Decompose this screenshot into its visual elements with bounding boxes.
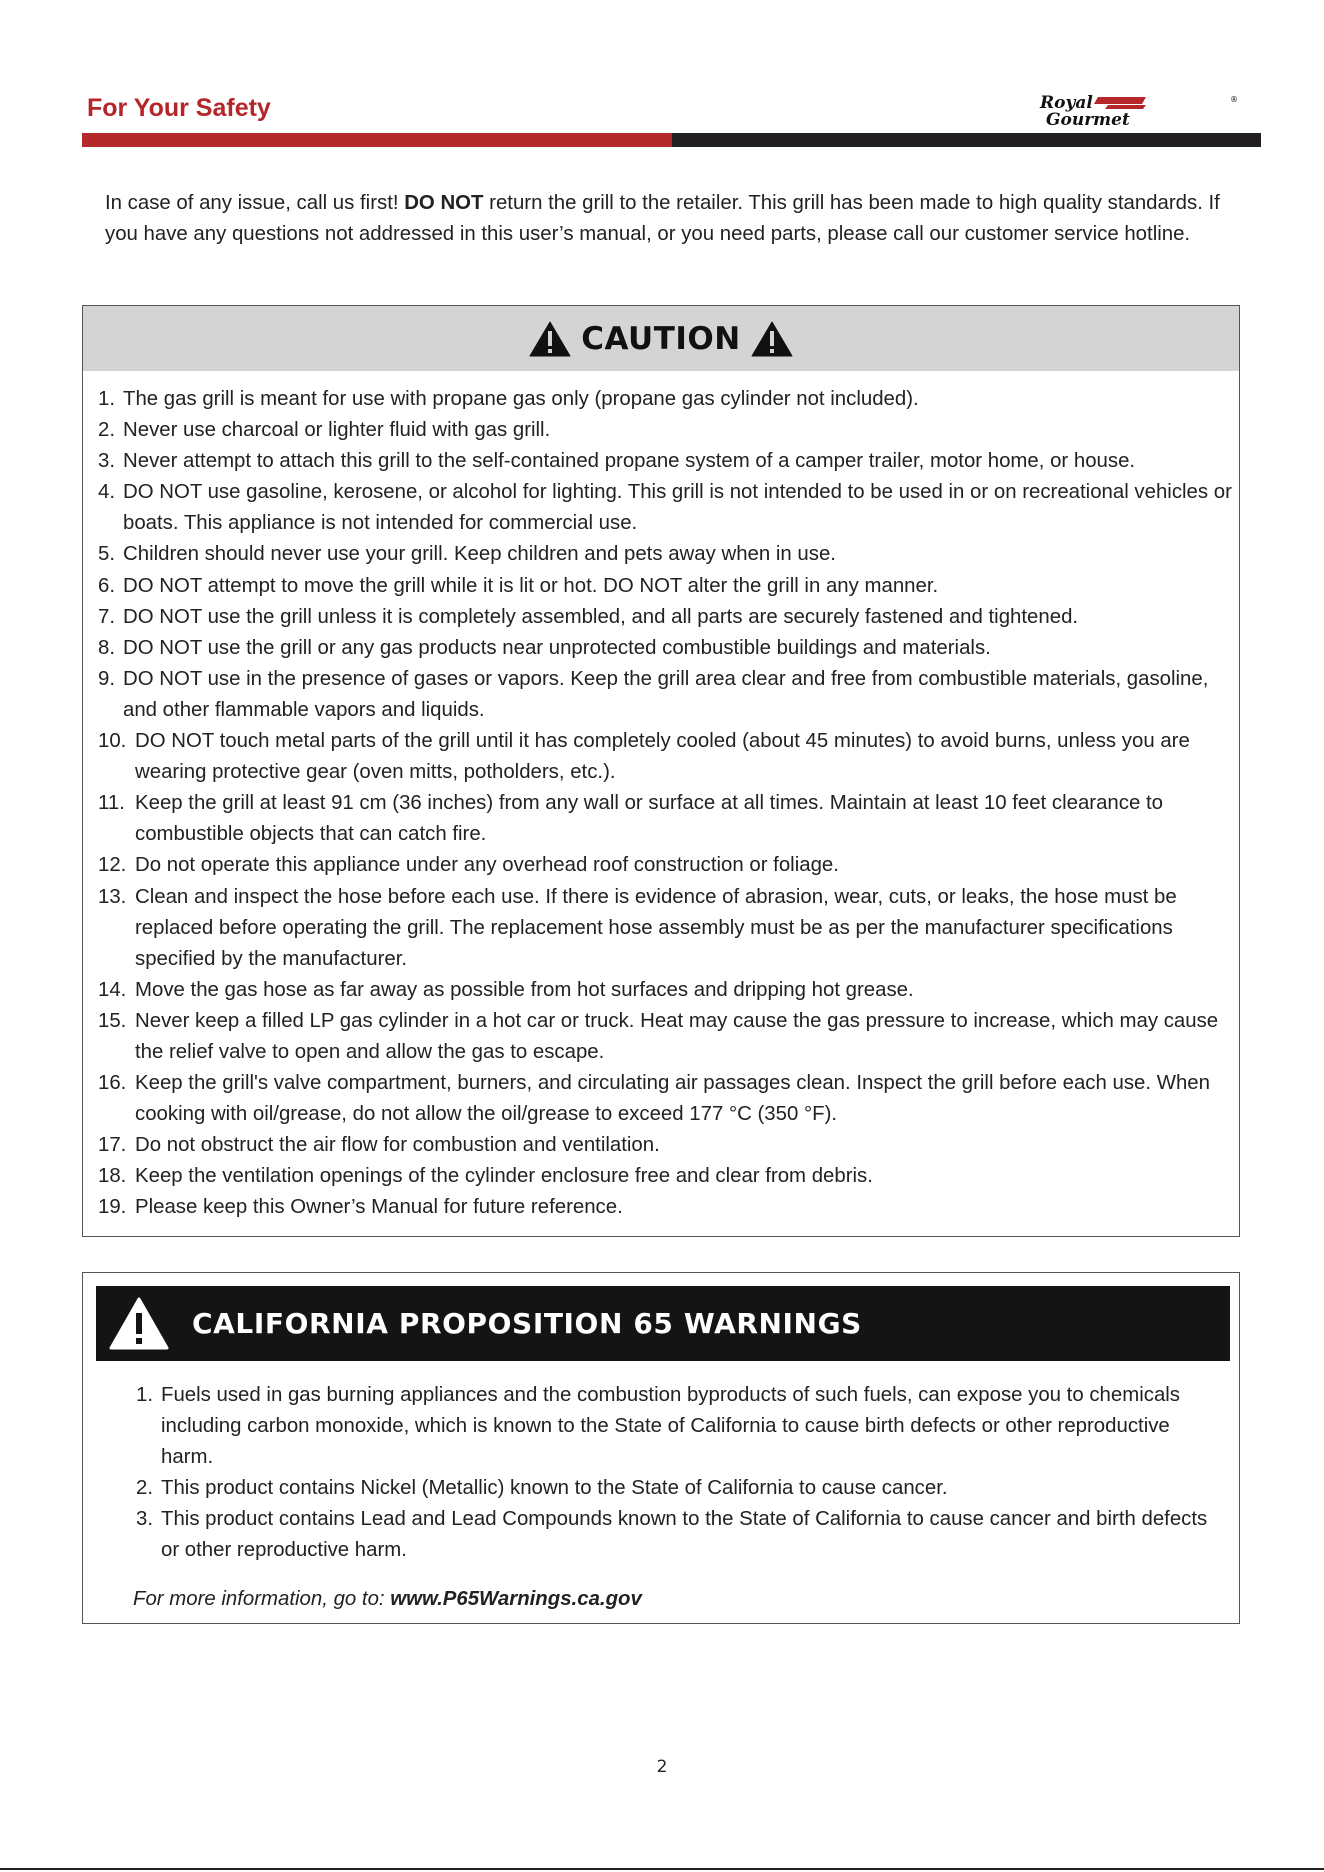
caution-item: 17. Do not obstruct the air flow for combustion and ventilation. (98, 1134, 660, 1157)
caution-list (98, 384, 1238, 1224)
caution-item: 5. Children should never use your grill. Keep children and pets away when in use. (98, 543, 836, 566)
svg-text:®: ® (1230, 95, 1238, 104)
more-info-label: For more information, go to: (133, 1588, 391, 1610)
caution-item: 3. Never attempt to attach this grill to the self-contained propane system of a camper trailer, motor home, or house. (98, 450, 1136, 473)
caution-item: 1. The gas grill is meant for use with propane gas only (propane gas cylinder not included). (98, 388, 919, 410)
page-section-title: For Your Safety (87, 94, 271, 122)
svg-text:Royal: Royal (1040, 93, 1093, 113)
caution-item: 15. Never keep a filled LP gas cylinder in a hot car or truck. Heat may cause the gas pressure to increase, which may cause the relief valve to open and allow the gas to escape. (98, 1009, 1219, 1063)
page-number: 2 (656, 1757, 668, 1777)
header-rule-dark (672, 133, 1261, 147)
more-info-line (133, 1584, 642, 1614)
prop65-item: 3. This product contains Lead and Lead Compounds known to the State of California to cause cancer and birth defects or other reproductive harm. (136, 1508, 1208, 1562)
caution-item: 14. Move the gas hose as far away as possible from hot surfaces and dripping hot grease. (98, 978, 914, 1001)
caution-item: 12. Do not operate this appliance under any overhead roof construction or foliage. (98, 854, 839, 877)
caution-item: 10. DO NOT touch metal parts of the grill until it has completely cooled (about 45 minutes) to avoid burns, unless you are wearing protective gear (oven mitts, potholders, etc.). (98, 730, 1190, 784)
caution-item: 2. Never use charcoal or lighter fluid with gas grill. (98, 419, 551, 442)
caution-box (82, 305, 1240, 1237)
caution-title: CAUTION (581, 320, 741, 357)
prop65-list (136, 1380, 1216, 1567)
prop65-box (82, 1272, 1240, 1624)
caution-item: 16. Keep the grill's valve compartment, burners, and circulating air passages clean. Inspect the grill before each use. When cooking with oil/grease, do not allow the oil/grease to exceed 177 °C (350 °F). (98, 1072, 1210, 1126)
prop65-item: 1. Fuels used in gas burning appliances and the combustion byproducts of such fuels, can expose you to chemicals including carbon monoxide, which is known to the State of California to cause birth defects or other reproductive harm. (136, 1384, 1181, 1469)
prop65-item: 2. This product contains Nickel (Metallic) known to the State of California to cause cancer. (136, 1477, 948, 1500)
prop65-title: CALIFORNIA PROPOSITION 65 WARNINGS (192, 1307, 862, 1340)
caution-item: 7. DO NOT use the grill unless it is completely assembled, and all parts are securely fastened and tightened. (98, 605, 1079, 628)
svg-text:Gourmet: Gourmet (1046, 110, 1130, 128)
caution-item: 6. DO NOT attempt to move the grill while it is lit or hot. DO NOT alter the grill in any manner. (98, 574, 939, 597)
warning-triangle-icon (529, 321, 571, 357)
caution-item: 18. Keep the ventilation openings of the cylinder enclosure free and clear from debris. (98, 1165, 873, 1188)
warning-triangle-icon (751, 321, 793, 357)
caution-item: 13. Clean and inspect the hose before each use. If there is evidence of abrasion, wear, cuts, or leaks, the hose must be replaced before operating the grill. The replacement hose assembly must be as per the manufacturer specifications specified by the manufacturer. (98, 885, 1177, 970)
caution-item: 4. DO NOT use gasoline, kerosene, or alcohol for lighting. This grill is not intended to be used in or on recreational vehicles or boats. This appliance is not intended for commercial use. (98, 481, 1232, 535)
intro-paragraph: In case of any issue, call us first! DO NOT return the grill to the retailer. This grill has been made to high quality standards. If you have any questions not addressed in this user’s manual, or you need parts, please call our customer service hotline. (105, 192, 1220, 245)
p65-warnings-link[interactable]: www.P65Warnings.ca.gov (390, 1588, 642, 1610)
prop65-header (96, 1286, 1230, 1361)
royal-gourmet-logo (1036, 92, 1241, 128)
warning-triangle-icon (108, 1296, 170, 1352)
caution-item: 8. DO NOT use the grill or any gas products near unprotected combustible buildings and materials. (98, 636, 991, 659)
intro-emphasis: DO NOT (404, 192, 484, 214)
caution-item: 19. Please keep this Owner’s Manual for future reference. (98, 1196, 623, 1219)
header-rule-red (82, 133, 672, 147)
page-bottom-line (0, 1868, 1324, 1870)
caution-item: 11. Keep the grill at least 91 cm (36 inches) from any wall or surface at all times. Maintain at least 10 feet clearance to combustible objects that can catch fire. (98, 792, 1163, 846)
caution-header (83, 306, 1239, 371)
caution-item: 9. DO NOT use in the presence of gases or vapors. Keep the grill area clear and free from combustible materials, gasoline, and other flammable vapors and liquids. (98, 667, 1209, 721)
